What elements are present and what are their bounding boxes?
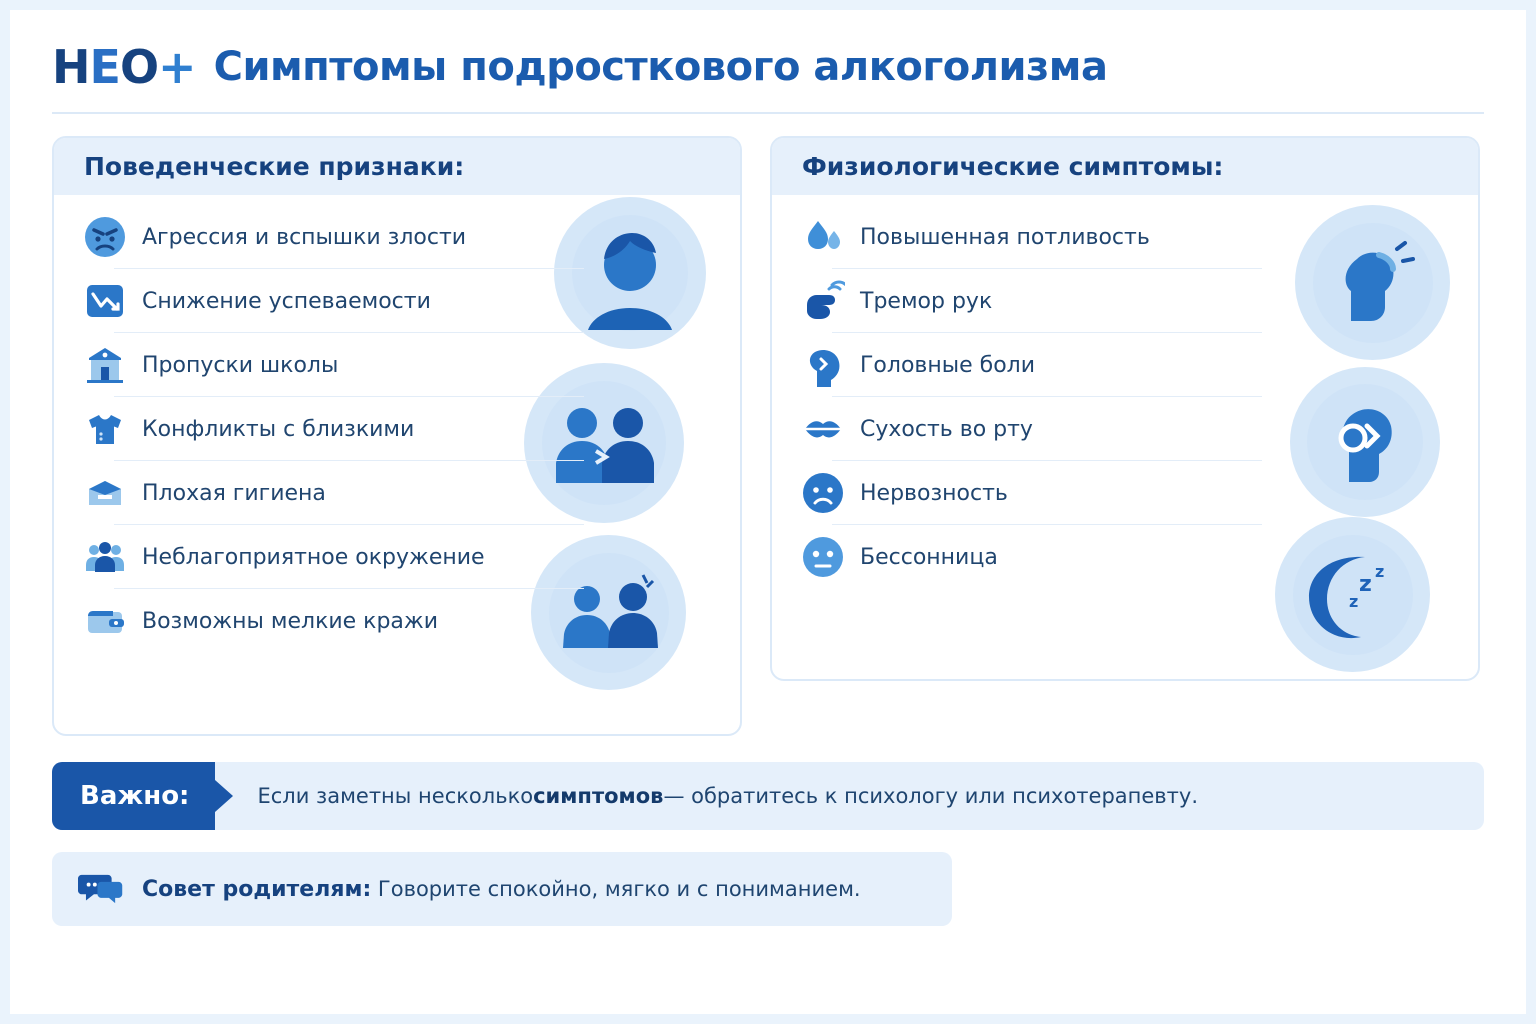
behavioral-list <box>54 195 740 653</box>
declining-chart-icon <box>82 278 128 324</box>
list-item-label: Сухость во рту <box>860 416 1033 442</box>
chat-bubbles-icon <box>78 866 124 912</box>
group-people-icon <box>82 534 128 580</box>
list-item[interactable] <box>54 333 740 397</box>
head-pain-icon <box>800 342 846 388</box>
dry-lips-icon <box>800 406 846 452</box>
list-item[interactable] <box>772 525 1478 589</box>
columns-wrapper <box>10 114 1526 736</box>
logo-letter-o: O <box>119 40 159 94</box>
list-item-label: Агрессия и вспышки злости <box>142 224 467 250</box>
list-item[interactable] <box>54 269 740 333</box>
important-text-after: — обратитесь к психологу или психотерапевту. <box>663 784 1199 808</box>
list-item[interactable] <box>772 461 1478 525</box>
logo-letter-e: E <box>89 40 120 94</box>
advice-text <box>142 877 861 902</box>
important-text <box>215 762 1198 830</box>
list-item[interactable] <box>54 461 740 525</box>
school-building-icon <box>82 342 128 388</box>
important-banner <box>52 762 1484 830</box>
physiological-heading: Физиологические симптомы: <box>772 138 1478 195</box>
list-item[interactable] <box>772 205 1478 269</box>
advice-rest: Говорите спокойно, мягко и с пониманием. <box>371 876 861 901</box>
physiological-list <box>772 195 1478 589</box>
sweat-drops-icon <box>800 214 846 260</box>
neo-plus-logo <box>52 40 196 94</box>
list-item-label: Неблагоприятное окружение <box>142 544 485 570</box>
svg-text:z: z <box>1348 591 1358 611</box>
list-item[interactable] <box>772 269 1478 333</box>
svg-text:z: z <box>1374 561 1384 581</box>
list-item-label: Головные боли <box>860 352 1036 378</box>
logo-letter-h: H <box>52 40 90 94</box>
list-item-label: Снижение успеваемости <box>142 288 431 314</box>
list-item-label: Конфликты с близкими <box>142 416 415 442</box>
logo-plus-icon: + <box>158 40 196 94</box>
nervous-face-icon <box>800 470 846 516</box>
tshirt-icon <box>82 406 128 452</box>
soap-box-icon <box>82 470 128 516</box>
svg-text:z: z <box>1358 571 1372 597</box>
list-item-label: Нервозность <box>860 480 1008 506</box>
important-text-bold: симптомов <box>533 784 664 808</box>
list-item-label: Бессонница <box>860 544 998 570</box>
list-item[interactable] <box>54 589 740 653</box>
list-item-label: Тремор рук <box>860 288 993 314</box>
insomnia-face-icon <box>800 534 846 580</box>
advice-bold: Совет родителям: <box>142 876 372 902</box>
behavioral-heading: Поведенческие признаки: <box>54 138 740 195</box>
list-item-label: Плохая гигиена <box>142 480 326 506</box>
list-item[interactable] <box>54 205 740 269</box>
page-title: Симптомы подросткового алкоголизма <box>213 44 1108 90</box>
important-tag: Важно: <box>52 762 215 830</box>
list-item[interactable] <box>772 397 1478 461</box>
list-item-label: Пропуски школы <box>142 352 339 378</box>
physiological-body <box>772 195 1478 680</box>
list-item[interactable] <box>54 525 740 589</box>
list-item-label: Повышенная потливость <box>860 224 1150 250</box>
behavioral-card <box>52 136 742 736</box>
list-item[interactable] <box>54 397 740 461</box>
shaking-hand-icon <box>800 278 846 324</box>
angry-face-icon <box>82 214 128 260</box>
physiological-card <box>770 136 1480 681</box>
important-text-before: Если заметны несколько <box>257 784 534 808</box>
list-item[interactable] <box>772 333 1478 397</box>
list-item-label: Возможны мелкие кражи <box>142 608 439 634</box>
header <box>10 10 1526 94</box>
behavioral-body <box>54 195 740 735</box>
advice-banner <box>52 852 952 926</box>
wallet-icon <box>82 598 128 644</box>
